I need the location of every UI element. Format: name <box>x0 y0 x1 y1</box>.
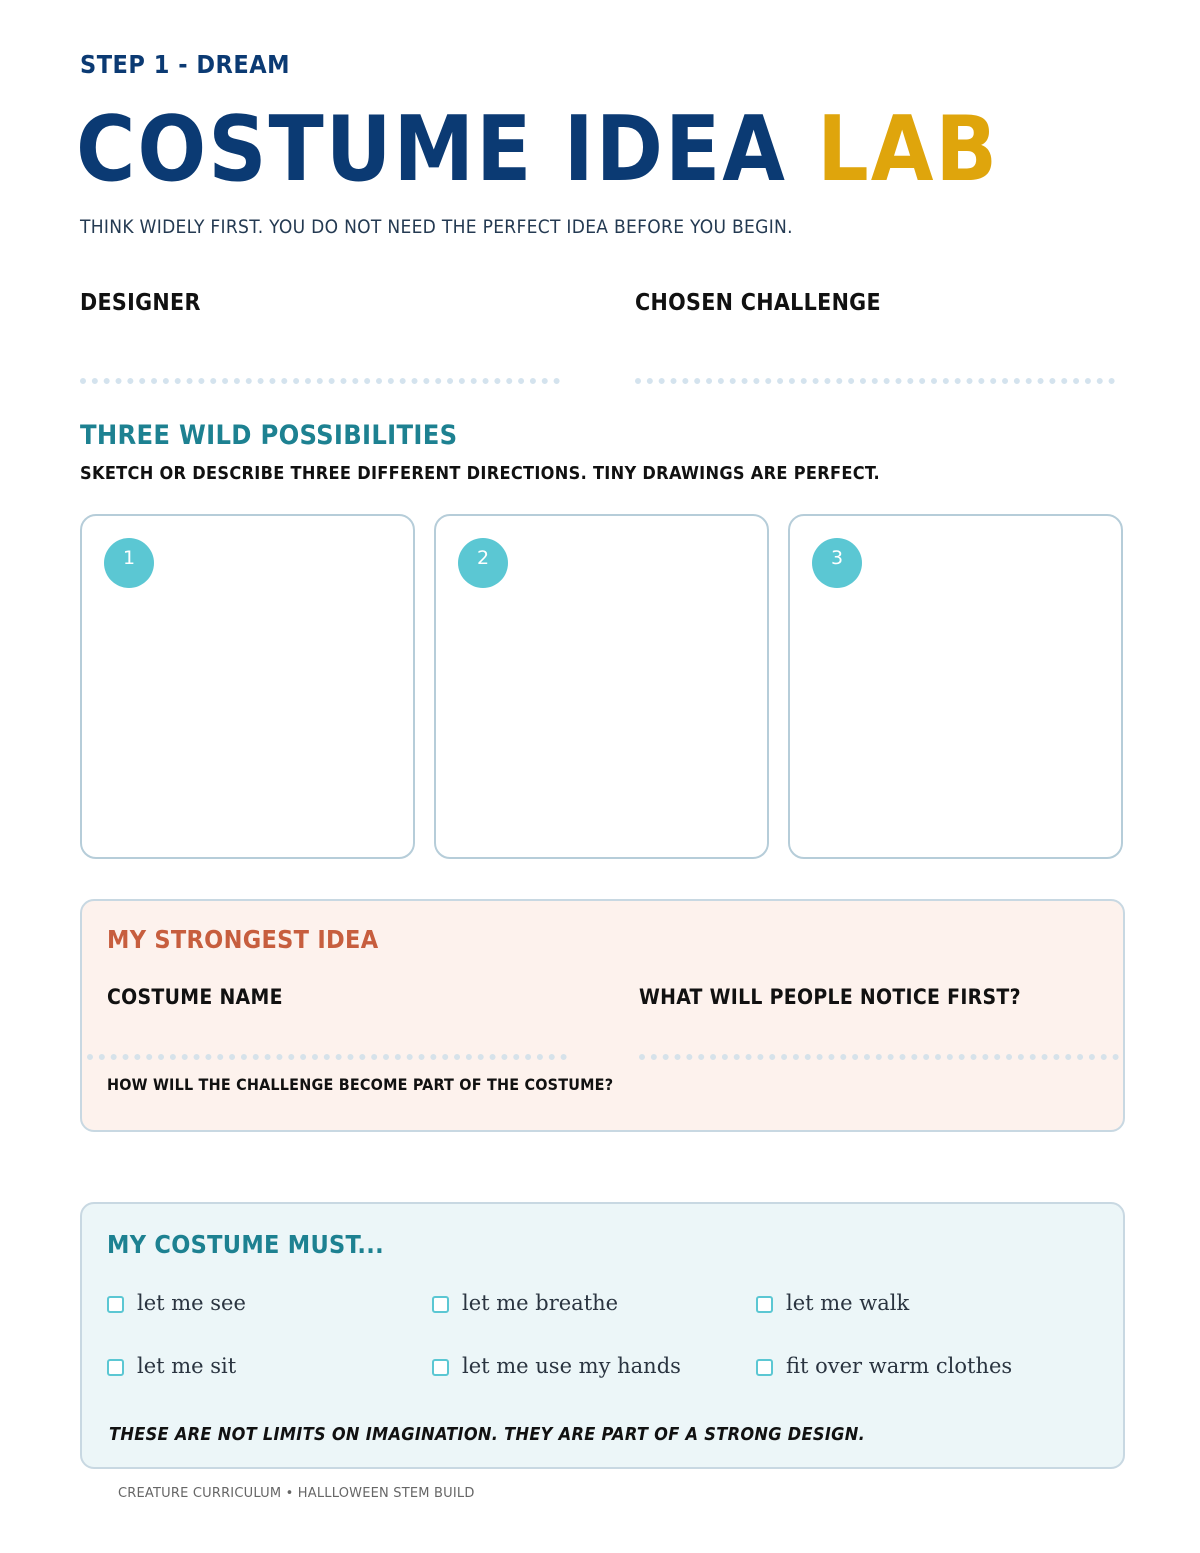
possibility-card-3[interactable] <box>788 514 1123 859</box>
possibility-card-1[interactable] <box>80 514 415 859</box>
number-badge-3: 3 <box>812 538 862 588</box>
possibility-card-2[interactable] <box>434 514 769 859</box>
checkbox[interactable] <box>756 1296 773 1313</box>
requirement-label: let me use my hands <box>462 1354 681 1378</box>
notice-first-field-line[interactable] <box>639 1054 1119 1060</box>
chosen-challenge-label: CHOSEN CHALLENGE <box>635 290 881 316</box>
requirement-label: let me walk <box>786 1291 910 1315</box>
requirement-label: fit over warm clothes <box>786 1354 1013 1378</box>
title-main: COSTUME IDEA <box>76 97 787 202</box>
title-accent: LAB <box>817 97 1000 202</box>
three-possibilities-title: THREE WILD POSSIBILITIES <box>80 420 458 451</box>
requirement-label: let me breathe <box>462 1291 619 1315</box>
requirement-label: let me see <box>137 1291 246 1315</box>
costume-must-panel <box>80 1202 1125 1469</box>
chosen-challenge-field-line[interactable] <box>635 378 1115 384</box>
costume-name-field-line[interactable] <box>87 1054 567 1060</box>
costume-must-title: MY COSTUME MUST... <box>107 1230 384 1259</box>
footer-text: CREATURE CURRICULUM • HALLLOWEEN STEM BUILD <box>118 1486 475 1501</box>
strongest-idea-title: MY STRONGEST IDEA <box>107 925 379 954</box>
checkbox[interactable] <box>432 1359 449 1376</box>
design-note: THESE ARE NOT LIMITS ON IMAGINATION. THEY ARE PART OF A STRONG DESIGN. <box>109 1424 866 1445</box>
step-label: STEP 1 - DREAM <box>80 50 291 79</box>
strongest-idea-panel <box>80 899 1125 1132</box>
checkbox[interactable] <box>432 1296 449 1313</box>
costume-name-label: COSTUME NAME <box>107 985 283 1009</box>
notice-first-label: WHAT WILL PEOPLE NOTICE FIRST? <box>639 985 1021 1009</box>
possibilities-instructions: SKETCH OR DESCRIBE THREE DIFFERENT DIRECTIONS. TINY DRAWINGS ARE PERFECT. <box>80 463 880 484</box>
checkbox[interactable] <box>107 1359 124 1376</box>
number-badge-1: 1 <box>104 538 154 588</box>
checkbox[interactable] <box>756 1359 773 1376</box>
challenge-question: HOW WILL THE CHALLENGE BECOME PART OF THE COSTUME? <box>107 1075 614 1094</box>
page-title <box>76 97 1000 202</box>
designer-label: DESIGNER <box>80 290 201 316</box>
requirement-label: let me sit <box>137 1354 237 1378</box>
designer-field-line[interactable] <box>80 378 560 384</box>
number-badge-2: 2 <box>458 538 508 588</box>
checkbox[interactable] <box>107 1296 124 1313</box>
page-subtitle: THINK WIDELY FIRST. YOU DO NOT NEED THE PERFECT IDEA BEFORE YOU BEGIN. <box>80 216 793 238</box>
